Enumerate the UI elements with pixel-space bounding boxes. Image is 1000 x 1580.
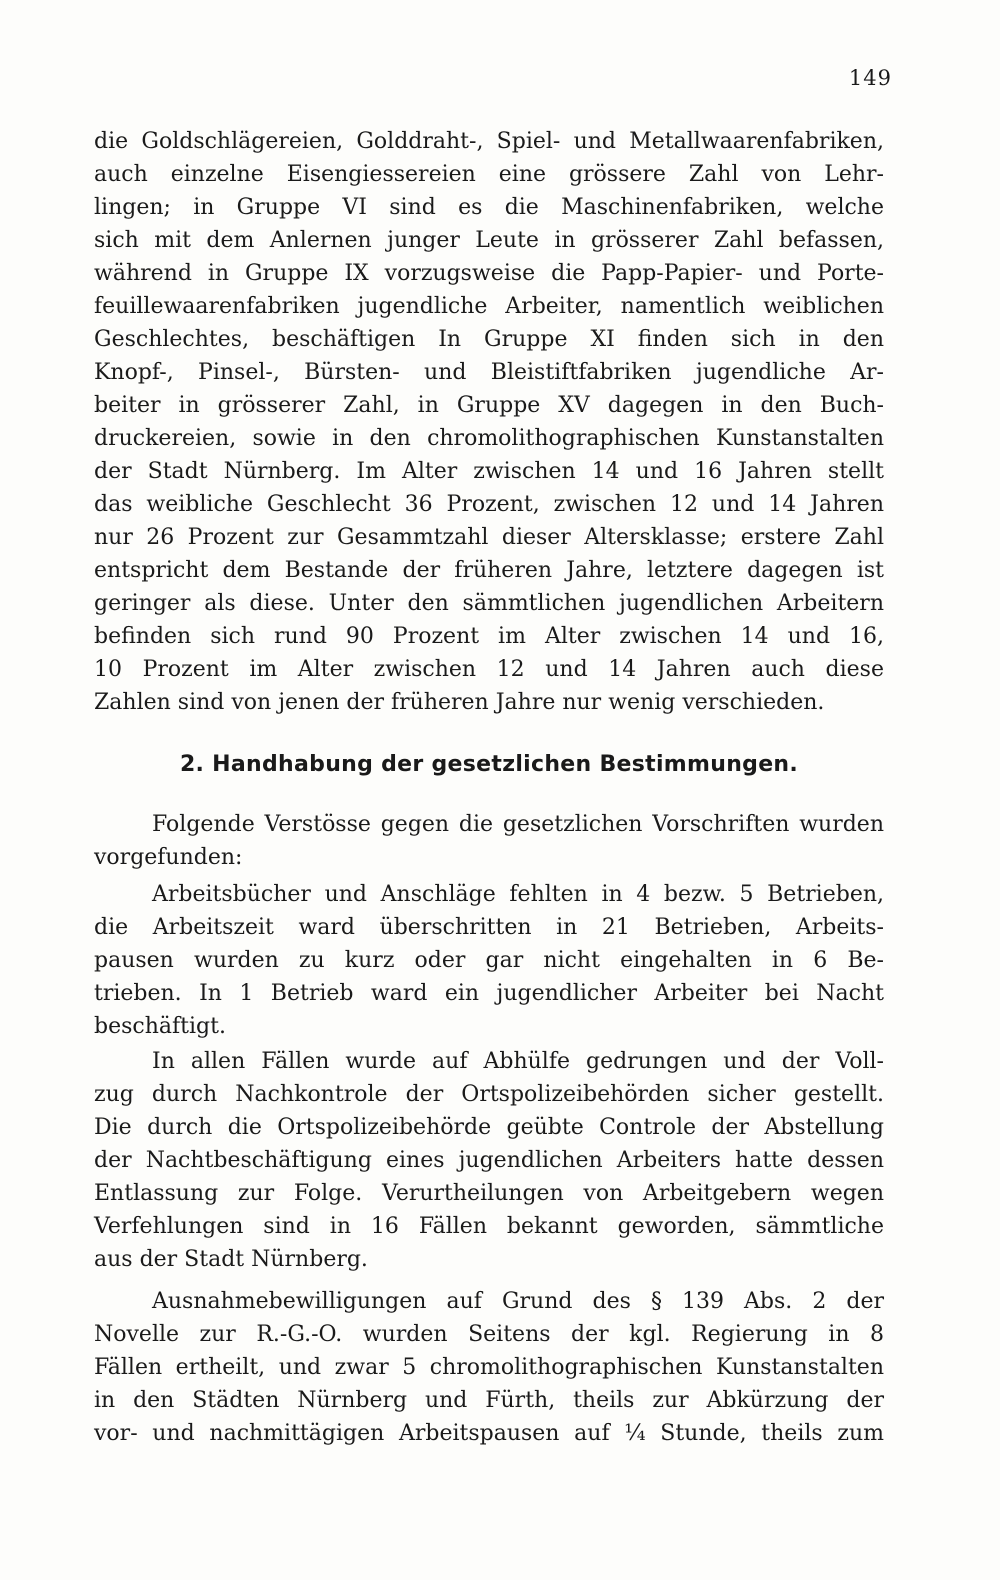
paragraph-2 [94,808,884,874]
text-line: druckereien, sowie in den chromolithographischen Kunstanstalten [94,426,884,451]
text-line: der Nachtbeschäftigung eines jugendlichen Arbeiters hatte dessen [94,1148,884,1173]
text-line: befinden sich rund 90 Prozent im Alter zwischen 14 und 16, [94,624,884,649]
text-line: Die durch die Ortspolizeibehörde geübte Controle der Abstellung [94,1115,884,1140]
text-line: Zahlen sind von jenen der früheren Jahre nur wenig verschieden. [94,690,825,715]
text-line: nur 26 Prozent zur Gesammtzahl dieser Altersklasse; erstere Zahl [94,525,884,550]
text-line: der Stadt Nürnberg. Im Alter zwischen 14 und 16 Jahren stellt [94,459,884,484]
text-line: auch einzelne Eisengiessereien eine grössere Zahl von Lehr- [94,162,884,187]
text-line: aus der Stadt Nürnberg. [94,1247,368,1272]
text-line: trieben. In 1 Betrieb ward ein jugendlicher Arbeiter bei Nacht [94,981,884,1006]
text-line: Folgende Verstösse gegen die gesetzlichen Vorschriften wurden [152,812,884,837]
section-heading: 2. Handhabung der gesetzlichen Bestimmungen. [179,752,799,777]
text-line: feuillewaarenfabriken jugendliche Arbeiter, namentlich weiblichen [94,294,884,319]
text-line: pausen wurden zu kurz oder gar nicht eingehalten in 6 Be- [94,948,884,973]
text-line: die Goldschlägereien, Golddraht-, Spiel- und Metallwaarenfabriken, [94,129,884,154]
text-line: die Arbeitszeit ward überschritten in 21 Betrieben, Arbeits- [94,915,884,940]
text-line: in den Städten Nürnberg und Fürth, theils zur Abkürzung der [94,1388,884,1413]
text-line: 10 Prozent im Alter zwischen 12 und 14 Jahren auch diese [94,657,884,682]
text-line: das weibliche Geschlecht 36 Prozent, zwischen 12 und 14 Jahren [94,492,884,517]
text-line: entspricht dem Bestande der früheren Jahre, letztere dagegen ist [94,558,884,583]
page-number: 149 [848,66,892,90]
text-line: während in Gruppe IX vorzugsweise die Papp-Papier- und Porte- [94,261,884,286]
text-line: lingen; in Gruppe VI sind es die Maschinenfabriken, welche [94,195,884,220]
text-line: Geschlechtes, beschäftigen In Gruppe XI finden sich in den [94,327,884,352]
text-line: vorgefunden: [94,845,243,870]
paragraph-1 [94,125,884,719]
text-line: vor- und nachmittägigen Arbeitspausen auf ¼ Stunde, theils zum [94,1421,884,1446]
text-line: In allen Fällen wurde auf Abhülfe gedrungen und der Voll- [152,1049,884,1074]
text-line: Verfehlungen sind in 16 Fällen bekannt geworden, sämmtliche [94,1214,884,1239]
text-line: Fällen ertheilt, und zwar 5 chromolithographischen Kunstanstalten [94,1355,884,1380]
text-line: Arbeitsbücher und Anschläge fehlten in 4 bezw. 5 Betrieben, [152,882,884,907]
text-line: geringer als diese. Unter den sämmtlichen jugendlichen Arbeitern [94,591,884,616]
text-line: Knopf-, Pinsel-, Bürsten- und Bleistiftfabriken jugendliche Ar- [94,360,884,385]
text-line: Novelle zur R.-G.-O. wurden Seitens der kgl. Regierung in 8 [94,1322,884,1347]
text-line: Entlassung zur Folge. Verurtheilungen von Arbeitgebern wegen [94,1181,884,1206]
text-line: zug durch Nachkontrole der Ortspolizeibehörden sicher gestellt. [94,1082,884,1107]
paragraph-4 [94,1045,884,1276]
text-line: sich mit dem Anlernen junger Leute in grösserer Zahl befassen, [94,228,884,253]
text-line: beschäftigt. [94,1014,226,1039]
text-line: Ausnahmebewilligungen auf Grund des § 139 Abs. 2 der [152,1289,884,1314]
paragraph-3 [94,878,884,1043]
paragraph-5 [94,1285,884,1450]
text-line: beiter in grösserer Zahl, in Gruppe XV dagegen in den Buch- [94,393,884,418]
